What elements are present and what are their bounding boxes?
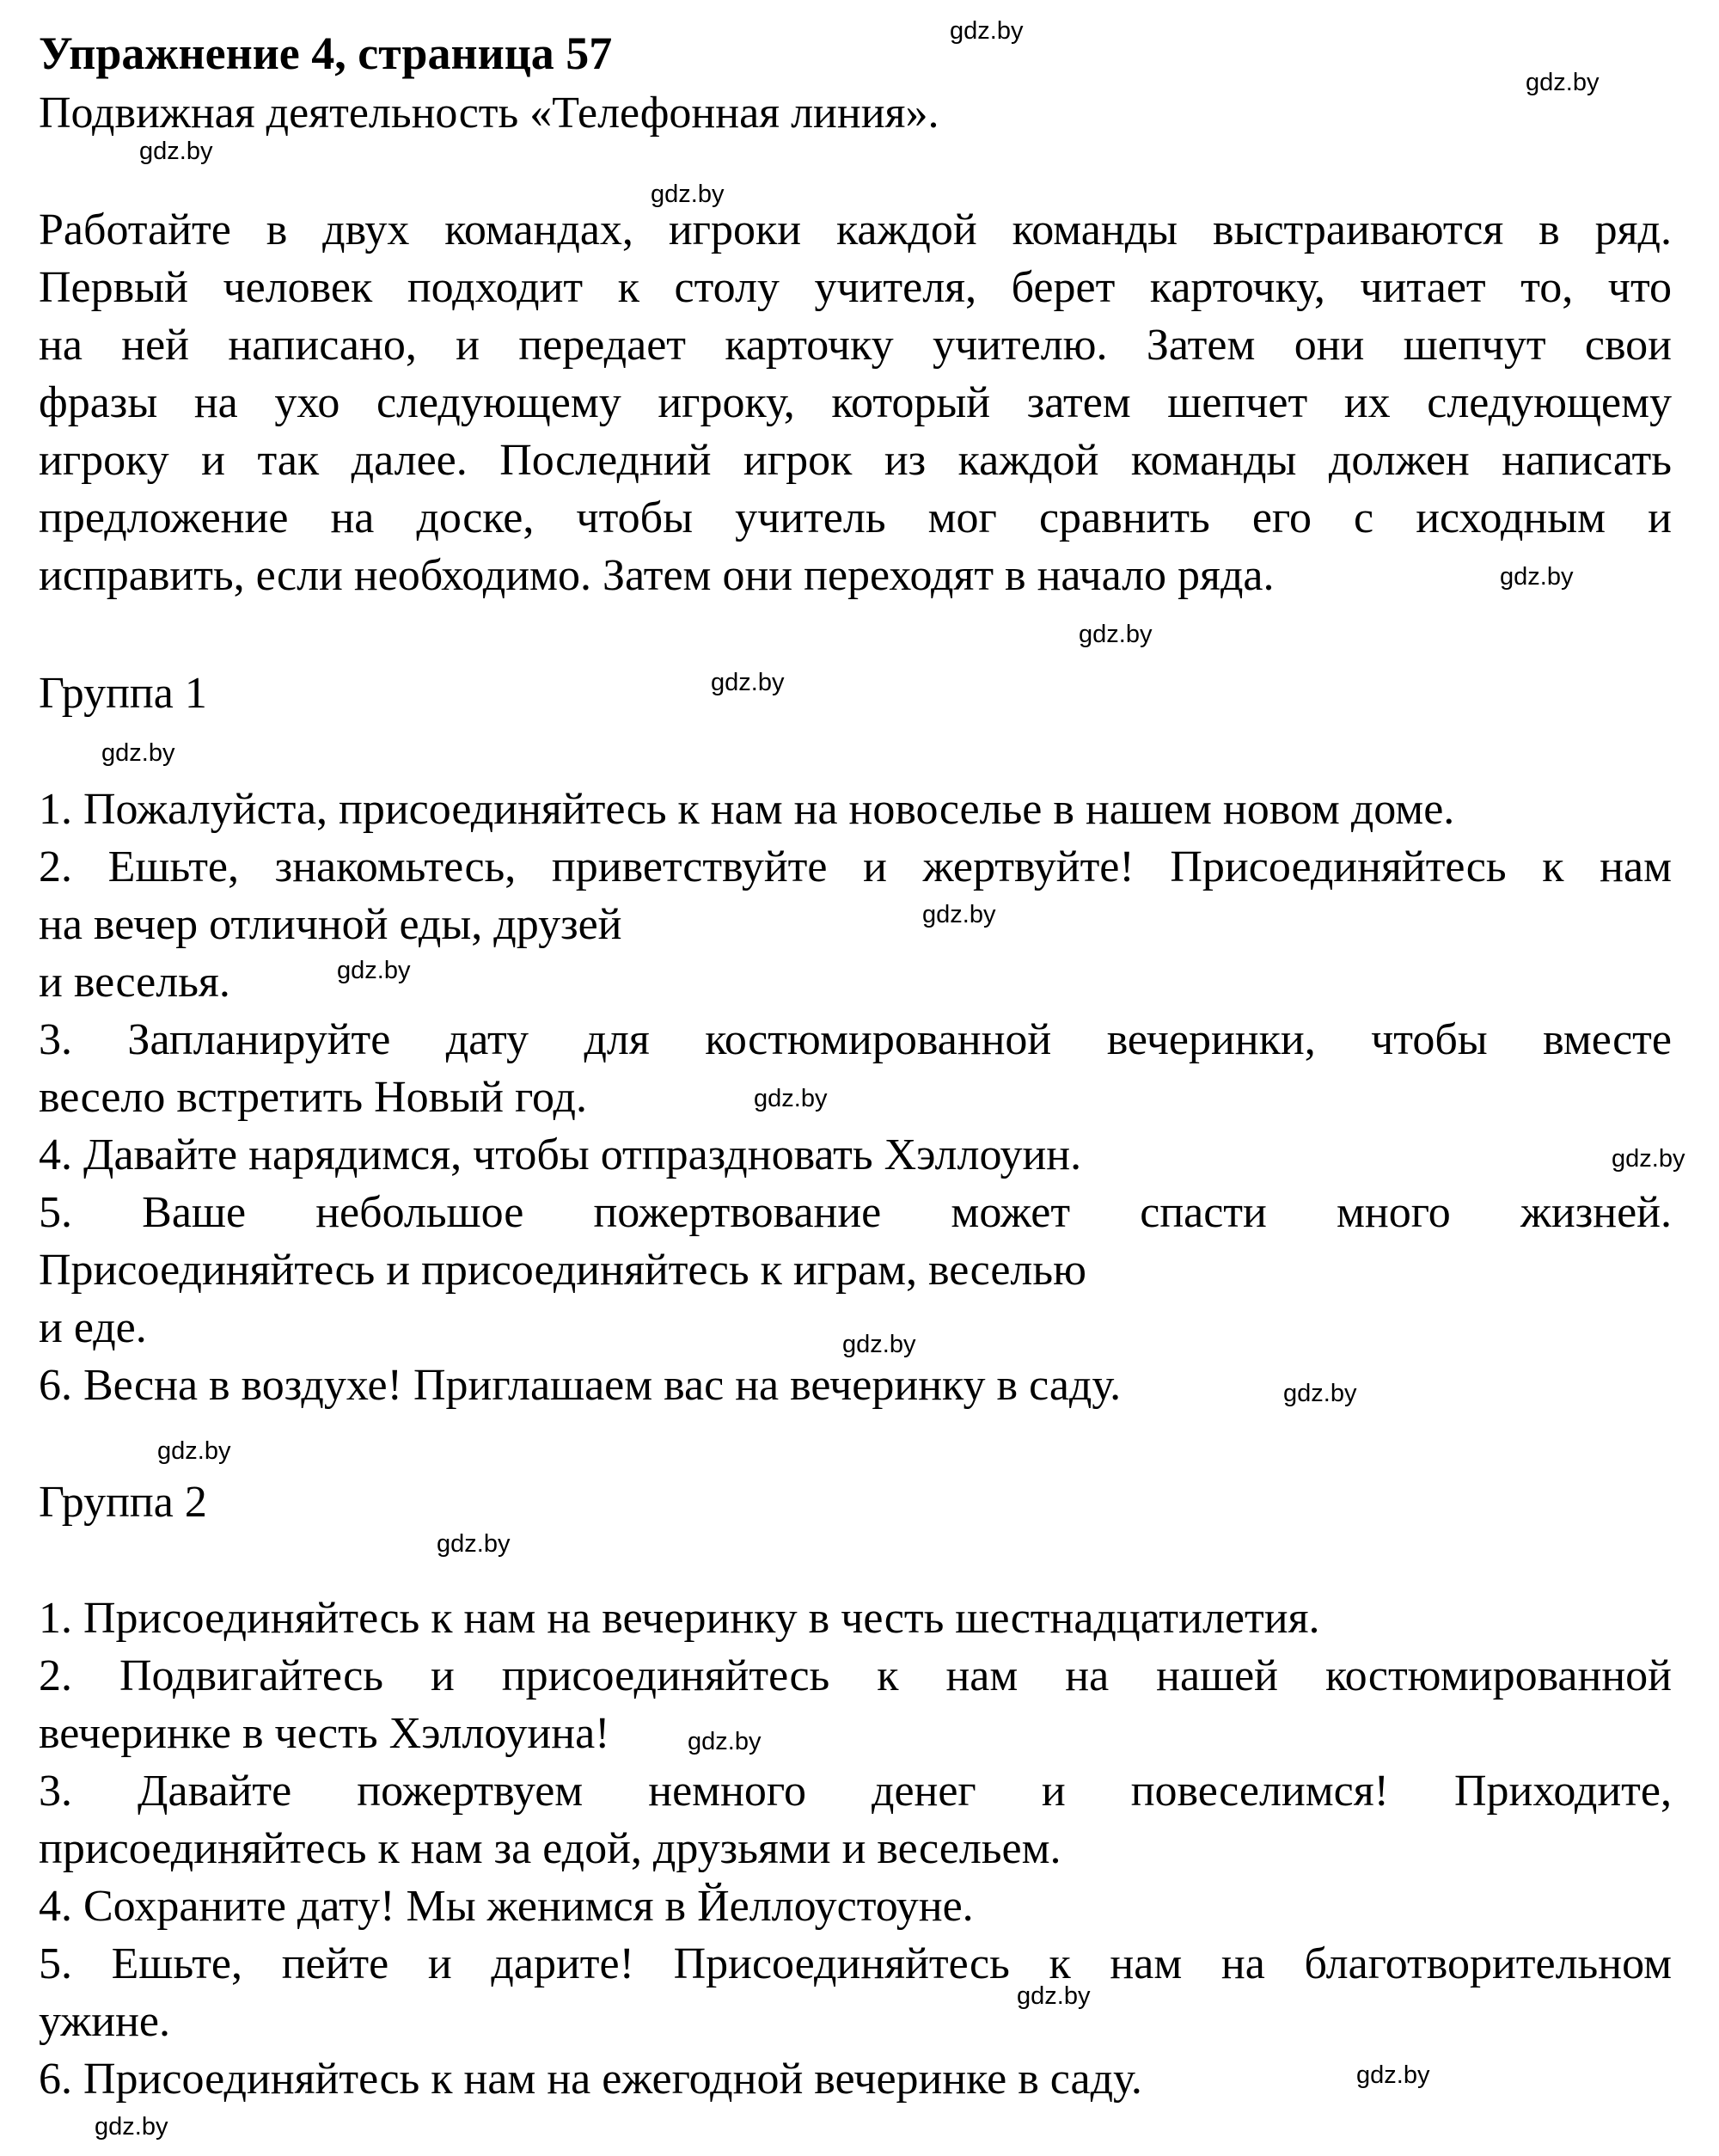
group1-item: 5. Ваше небольшое пожертвование может спасти много жизней.: [39, 1188, 1672, 1237]
instructions-line: исправить, если необходимо. Затем они переходят в начало ряда.: [39, 551, 1275, 600]
watermark: gdz.by: [1612, 1145, 1685, 1173]
watermark: gdz.by: [651, 181, 725, 208]
instructions-line: Работайте в двух командах, игроки каждой команды выстраиваются в ряд.: [39, 205, 1672, 254]
group2-item: 1. Присоединяйтесь к нам на вечеринку в честь шестнадцатилетия.: [39, 1594, 1320, 1643]
watermark: gdz.by: [337, 957, 411, 984]
watermark: gdz.by: [754, 1085, 828, 1112]
group1-item: на вечер отличной еды, друзей: [39, 900, 622, 949]
group1-item: 2. Ешьте, знакомьтесь, приветствуйте и жертвуйте! Присоединяйтесь к нам: [39, 842, 1672, 891]
group1-item: 1. Пожалуйста, присоединяйтесь к нам на новоселье в нашем новом доме.: [39, 785, 1455, 834]
watermark: gdz.by: [1283, 1380, 1357, 1407]
watermark: gdz.by: [842, 1331, 916, 1358]
watermark: gdz.by: [950, 17, 1024, 45]
group1-item: 4. Давайте нарядимся, чтобы отпраздновать Хэллоуин.: [39, 1130, 1082, 1179]
watermark: gdz.by: [437, 1530, 511, 1558]
watermark: gdz.by: [688, 1728, 762, 1755]
watermark: gdz.by: [101, 739, 175, 767]
group2-item: 2. Подвигайтесь и присоединяйтесь к нам на нашей костюмированной: [39, 1651, 1672, 1700]
group1-item: 6. Весна в воздухе! Приглашаем вас на вечеринку в саду.: [39, 1361, 1122, 1410]
group1-item: Присоединяйтесь и присоединяйтесь к играм, веселью: [39, 1246, 1086, 1295]
group2-item: присоединяйтесь к нам за едой, друзьями и весельем.: [39, 1824, 1061, 1873]
group1-item: весело встретить Новый год.: [39, 1073, 587, 1122]
watermark: gdz.by: [95, 2113, 168, 2141]
group2-heading: Группа 2: [39, 1478, 207, 1527]
instructions-line: Первый человек подходит к столу учителя, берет карточку, читает то, что: [39, 263, 1672, 312]
group1-heading: Группа 1: [39, 669, 207, 718]
watermark: gdz.by: [157, 1437, 231, 1465]
group1-item: и веселья.: [39, 958, 230, 1007]
group2-item: ужине.: [39, 1997, 170, 2046]
group2-item: 4. Сохраните дату! Мы женимся в Йеллоустоуне.: [39, 1882, 974, 1931]
group2-item: 5. Ешьте, пейте и дарите! Присоединяйтесь к нам на благотворительном: [39, 1939, 1672, 1988]
group2-item: вечеринке в честь Хэллоуина!: [39, 1709, 610, 1758]
watermark: gdz.by: [1500, 563, 1574, 591]
watermark: gdz.by: [1017, 1982, 1091, 2010]
page-title: Упражнение 4, страница 57: [39, 28, 613, 79]
watermark: gdz.by: [711, 669, 785, 696]
watermark: gdz.by: [1079, 621, 1153, 648]
instructions-line: на ней написано, и передает карточку учителю. Затем они шепчут свои: [39, 321, 1672, 370]
instructions-line: предложение на доске, чтобы учитель мог сравнить его с исходным и: [39, 493, 1672, 542]
watermark: gdz.by: [1356, 2061, 1430, 2089]
instructions-line: игроку и так далее. Последний игрок из каждой команды должен написать: [39, 436, 1672, 485]
watermark: gdz.by: [922, 901, 996, 928]
group2-item: 6. Присоединяйтесь к нам на ежегодной вечеринке в саду.: [39, 2055, 1142, 2104]
watermark: gdz.by: [1526, 69, 1600, 96]
group1-item: 3. Запланируйте дату для костюмированной вечеринки, чтобы вместе: [39, 1015, 1672, 1064]
instructions-line: фразы на ухо следующему игроку, который затем шепчет их следующему: [39, 378, 1672, 427]
group2-item: 3. Давайте пожертвуем немного денег и повеселимся! Приходите,: [39, 1767, 1672, 1816]
page-subtitle: Подвижная деятельность «Телефонная линия».: [39, 89, 939, 138]
group1-item: и еде.: [39, 1303, 147, 1352]
watermark: gdz.by: [139, 138, 213, 165]
